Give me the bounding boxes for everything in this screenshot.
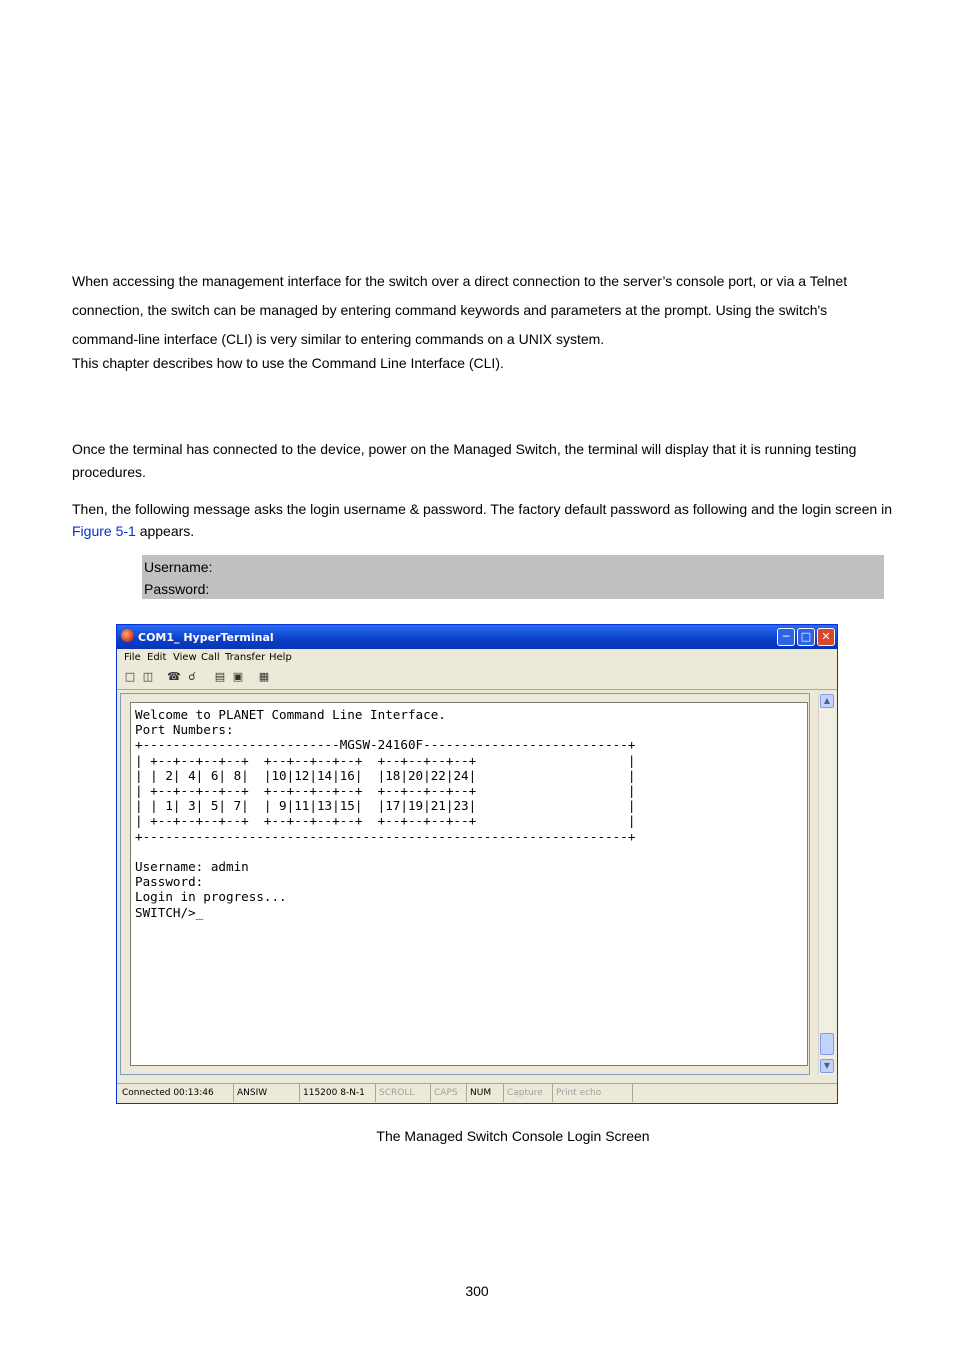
close-button[interactable]: ✕ (817, 628, 835, 646)
status-emulation: ANSIW (234, 1084, 300, 1102)
disconnect-icon[interactable]: ☌ (188, 670, 196, 683)
chapter-description: This chapter describes how to use the Command Line Interface (CLI). (72, 355, 504, 371)
maximize-button[interactable]: □ (797, 628, 815, 646)
password-line: Password: (144, 581, 210, 597)
scroll-up-icon[interactable]: ▲ (820, 694, 834, 708)
credentials-code-box (142, 555, 884, 599)
status-caps: CAPS (431, 1084, 467, 1102)
status-print-echo: Print echo (553, 1084, 633, 1102)
figure-link[interactable]: Figure 5-1 (72, 523, 136, 539)
menu-call[interactable]: Call (201, 652, 220, 663)
login-paragraph (72, 498, 892, 542)
status-capture: Capture (504, 1084, 553, 1102)
username-line: Username: (144, 559, 213, 575)
terminal-output: Welcome to PLANET Command Line Interface. Port Numbers: +--------------------------MGSW-24160F---------------------------+ | +--+--+--+--+ +--+--+--+--+ +--+--+--+--+ | | | 2| 4| 6| 8| |10|12|14|16| |18|20|22|24| | | +--+--+--+--+ +--+--+--+--+ +--+--+--+--+ | | | 1| 3| 5| 7| | 9|11|13|15| |17|19|21|23| | | +--+--+--+--+ +--+--+--+--+ +--+--+--+--+ | +----------------------------------------------------------------+ Username: admin Password: Login in progress... SWITCH/>_ (135, 707, 636, 920)
status-num: NUM (467, 1084, 504, 1102)
status-settings: 115200 8-N-1 (300, 1084, 376, 1102)
open-folder-icon[interactable]: ◫ (142, 670, 154, 683)
login-paragraph-text: Then, the following message asks the login username & password. The factory default password as following and the login screen in (72, 501, 892, 517)
properties-icon[interactable]: ▦ (258, 670, 270, 683)
menu-transfer[interactable]: Transfer (225, 652, 266, 663)
login-paragraph-tail: appears. (135, 523, 195, 539)
figure-caption: The Managed Switch Console Login Screen (376, 1128, 650, 1144)
receive-icon[interactable]: ▣ (232, 670, 244, 683)
window-title: COM1_ HyperTerminal (138, 631, 274, 644)
hyperterminal-window (116, 624, 838, 1104)
terminal-screen[interactable] (130, 702, 808, 1066)
scroll-thumb[interactable] (820, 1033, 834, 1055)
terminal-frame (120, 693, 810, 1075)
intro-paragraph: When accessing the management interface for the switch over a direct connection to the server’s console port, or via a Telnet connection, the switch can be managed by entering command keywords and parameters at the prompt. Using the switch's command-line interface (CLI) is very similar to entering commands on a UNIX system. (72, 273, 848, 347)
menu-help[interactable]: Help (269, 652, 292, 663)
call-icon[interactable]: ☎ (167, 670, 181, 683)
status-scroll: SCROLL (376, 1084, 431, 1102)
send-icon[interactable]: ▤ (214, 670, 226, 683)
menu-edit[interactable]: Edit (147, 652, 167, 663)
scroll-down-icon[interactable]: ▼ (820, 1059, 834, 1073)
window-titlebar[interactable] (117, 625, 837, 649)
page-number: 300 (465, 1283, 489, 1299)
hyperterminal-icon (121, 629, 134, 642)
menu-bar (117, 649, 837, 667)
vertical-scrollbar[interactable] (818, 693, 835, 1075)
status-bar (117, 1083, 837, 1104)
status-connected: Connected 00:13:46 (119, 1084, 234, 1102)
minimize-button[interactable]: ─ (777, 628, 795, 646)
terminal-paragraph: Once the terminal has connected to the device, power on the Managed Switch, the terminal will display that it is running testing procedures. (72, 441, 857, 480)
new-file-icon[interactable]: □ (124, 670, 136, 683)
menu-file[interactable]: File (124, 652, 141, 663)
menu-view[interactable]: View (173, 652, 197, 663)
toolbar (117, 667, 837, 690)
